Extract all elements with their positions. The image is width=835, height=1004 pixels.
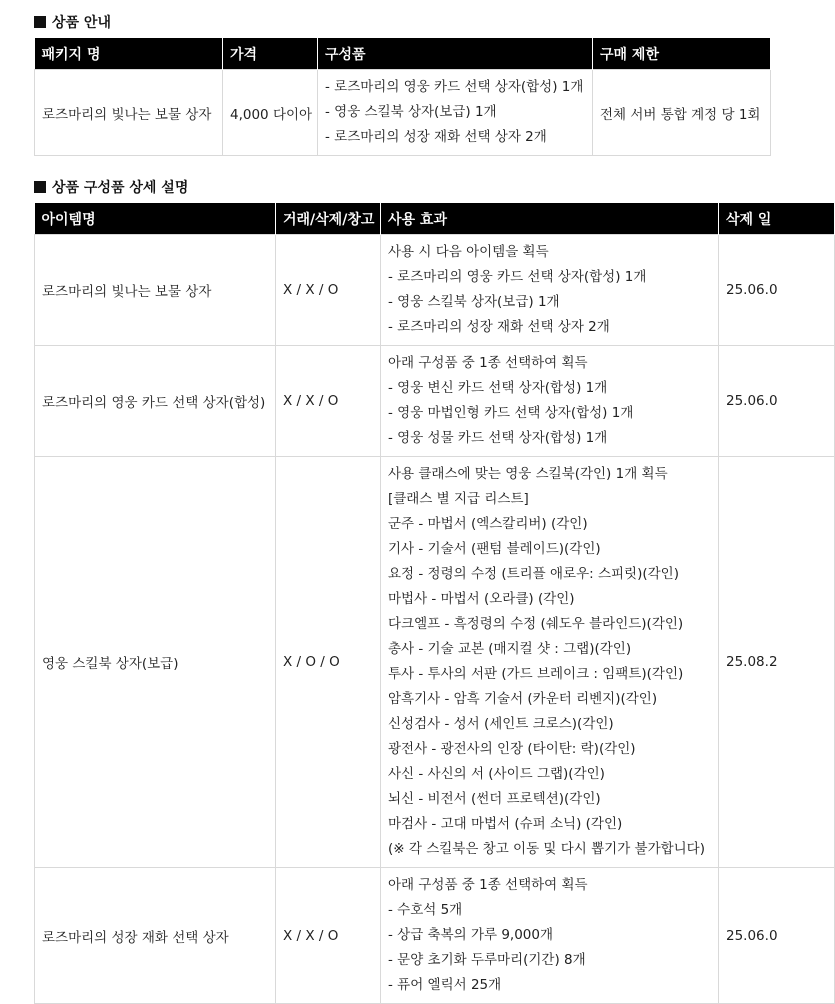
header-contents: 구성품 [318,38,593,70]
header-use-effect: 사용 효과 [381,203,719,235]
item-details-table [34,203,835,1004]
item-name: 로즈마리의 빛나는 보물 상자 [35,235,276,346]
item-delete-date: 25.06.0 [719,346,835,457]
item-delete-date: 25.08.2 [719,457,835,868]
square-bullet-icon [34,16,46,28]
item-flags: X / X / O [276,868,381,1004]
package-limit: 전체 서버 통합 계정 당 1회 [593,70,771,156]
section-title-product-info: 상품 안내 [34,13,111,33]
header-package-name: 패키지 명 [35,38,223,70]
header-trade-delete-storage: 거래/삭제/창고 [276,203,381,235]
table-row [35,70,771,156]
header-delete-date: 삭제 일 [719,203,835,235]
item-effects: 사용 시 다음 아이템을 획득 - 로즈마리의 영웅 카드 선택 상자(합성) 1개 - 영웅 스킬북 상자(보급) 1개 - 로즈마리의 성장 재화 선택 상자 2개 [381,235,719,346]
table-row [35,457,835,868]
header-item-name: 아이템명 [35,203,276,235]
item-flags: X / O / O [276,457,381,868]
package-name: 로즈마리의 빛나는 보물 상자 [35,70,223,156]
section-title-item-details: 상품 구성품 상세 설명 [34,178,188,198]
table-row [35,235,835,346]
table-header-row [35,203,835,235]
header-price: 가격 [223,38,318,70]
table-row [35,868,835,1004]
item-effects: 사용 클래스에 맞는 영웅 스킬북(각인) 1개 획득 [클래스 별 지급 리스트] 군주 - 마법서 (엑스칼리버) (각인) 기사 - 기술서 (팬텀 블레이드)(각인) 요정 - 정령의 수정 (트리플 애로우: 스피릿)(각인) 마법사 - 마법서 (오라클) (각인) 다크엘프 - 흑정령의 수정 (쉐도우 블라인드)(각인) 총사 - 기술 교본 (매지컬 샷 : 그랩)(각인) 투사 - 투사의 서판 (가드 브레이크 : 임팩트)(각인) 암흑기사 - 암흑 기술서 (카운터 리벤지)(각인) 신성검사 - 성서 (세인트 크로스)(각인) 광전사 - 광전사의 인장 (타이탄: 락)(각인) 사신 - 사신의 서 (사이드 그랩)(각인) 뇌신 - 비전서 (썬더 프로텍션)(각인) 마검사 - 고대 마법서 (슈퍼 소닉) (각인) (※ 각 스킬북은 창고 이동 및 다시 뽑기가 불가합니다) [381,457,719,868]
package-price: 4,000 다이아 [223,70,318,156]
package-contents: - 로즈마리의 영웅 카드 선택 상자(합성) 1개 - 영웅 스킬북 상자(보급) 1개 - 로즈마리의 성장 재화 선택 상자 2개 [318,70,593,156]
header-purchase-limit: 구매 제한 [593,38,771,70]
square-bullet-icon [34,181,46,193]
item-delete-date: 25.06.0 [719,868,835,1004]
item-flags: X / X / O [276,346,381,457]
table-header-row [35,38,771,70]
item-delete-date: 25.06.0 [719,235,835,346]
item-name: 로즈마리의 영웅 카드 선택 상자(합성) [35,346,276,457]
item-effects: 아래 구성품 중 1종 선택하여 획득 - 영웅 변신 카드 선택 상자(합성) 1개 - 영웅 마법인형 카드 선택 상자(합성) 1개 - 영웅 성물 카드 선택 상자(합성) 1개 [381,346,719,457]
table-row [35,346,835,457]
item-effects: 아래 구성품 중 1종 선택하여 획득 - 수호석 5개 - 상급 축복의 가루 9,000개 - 문양 초기화 두루마리(기간) 8개 - 퓨어 엘릭서 25개 [381,868,719,1004]
product-info-table-wrap [34,38,768,156]
item-name: 영웅 스킬북 상자(보급) [35,457,276,868]
product-info-table [34,38,771,156]
item-details-table-wrap [34,203,778,993]
item-name: 로즈마리의 성장 재화 선택 상자 [35,868,276,1004]
item-flags: X / X / O [276,235,381,346]
